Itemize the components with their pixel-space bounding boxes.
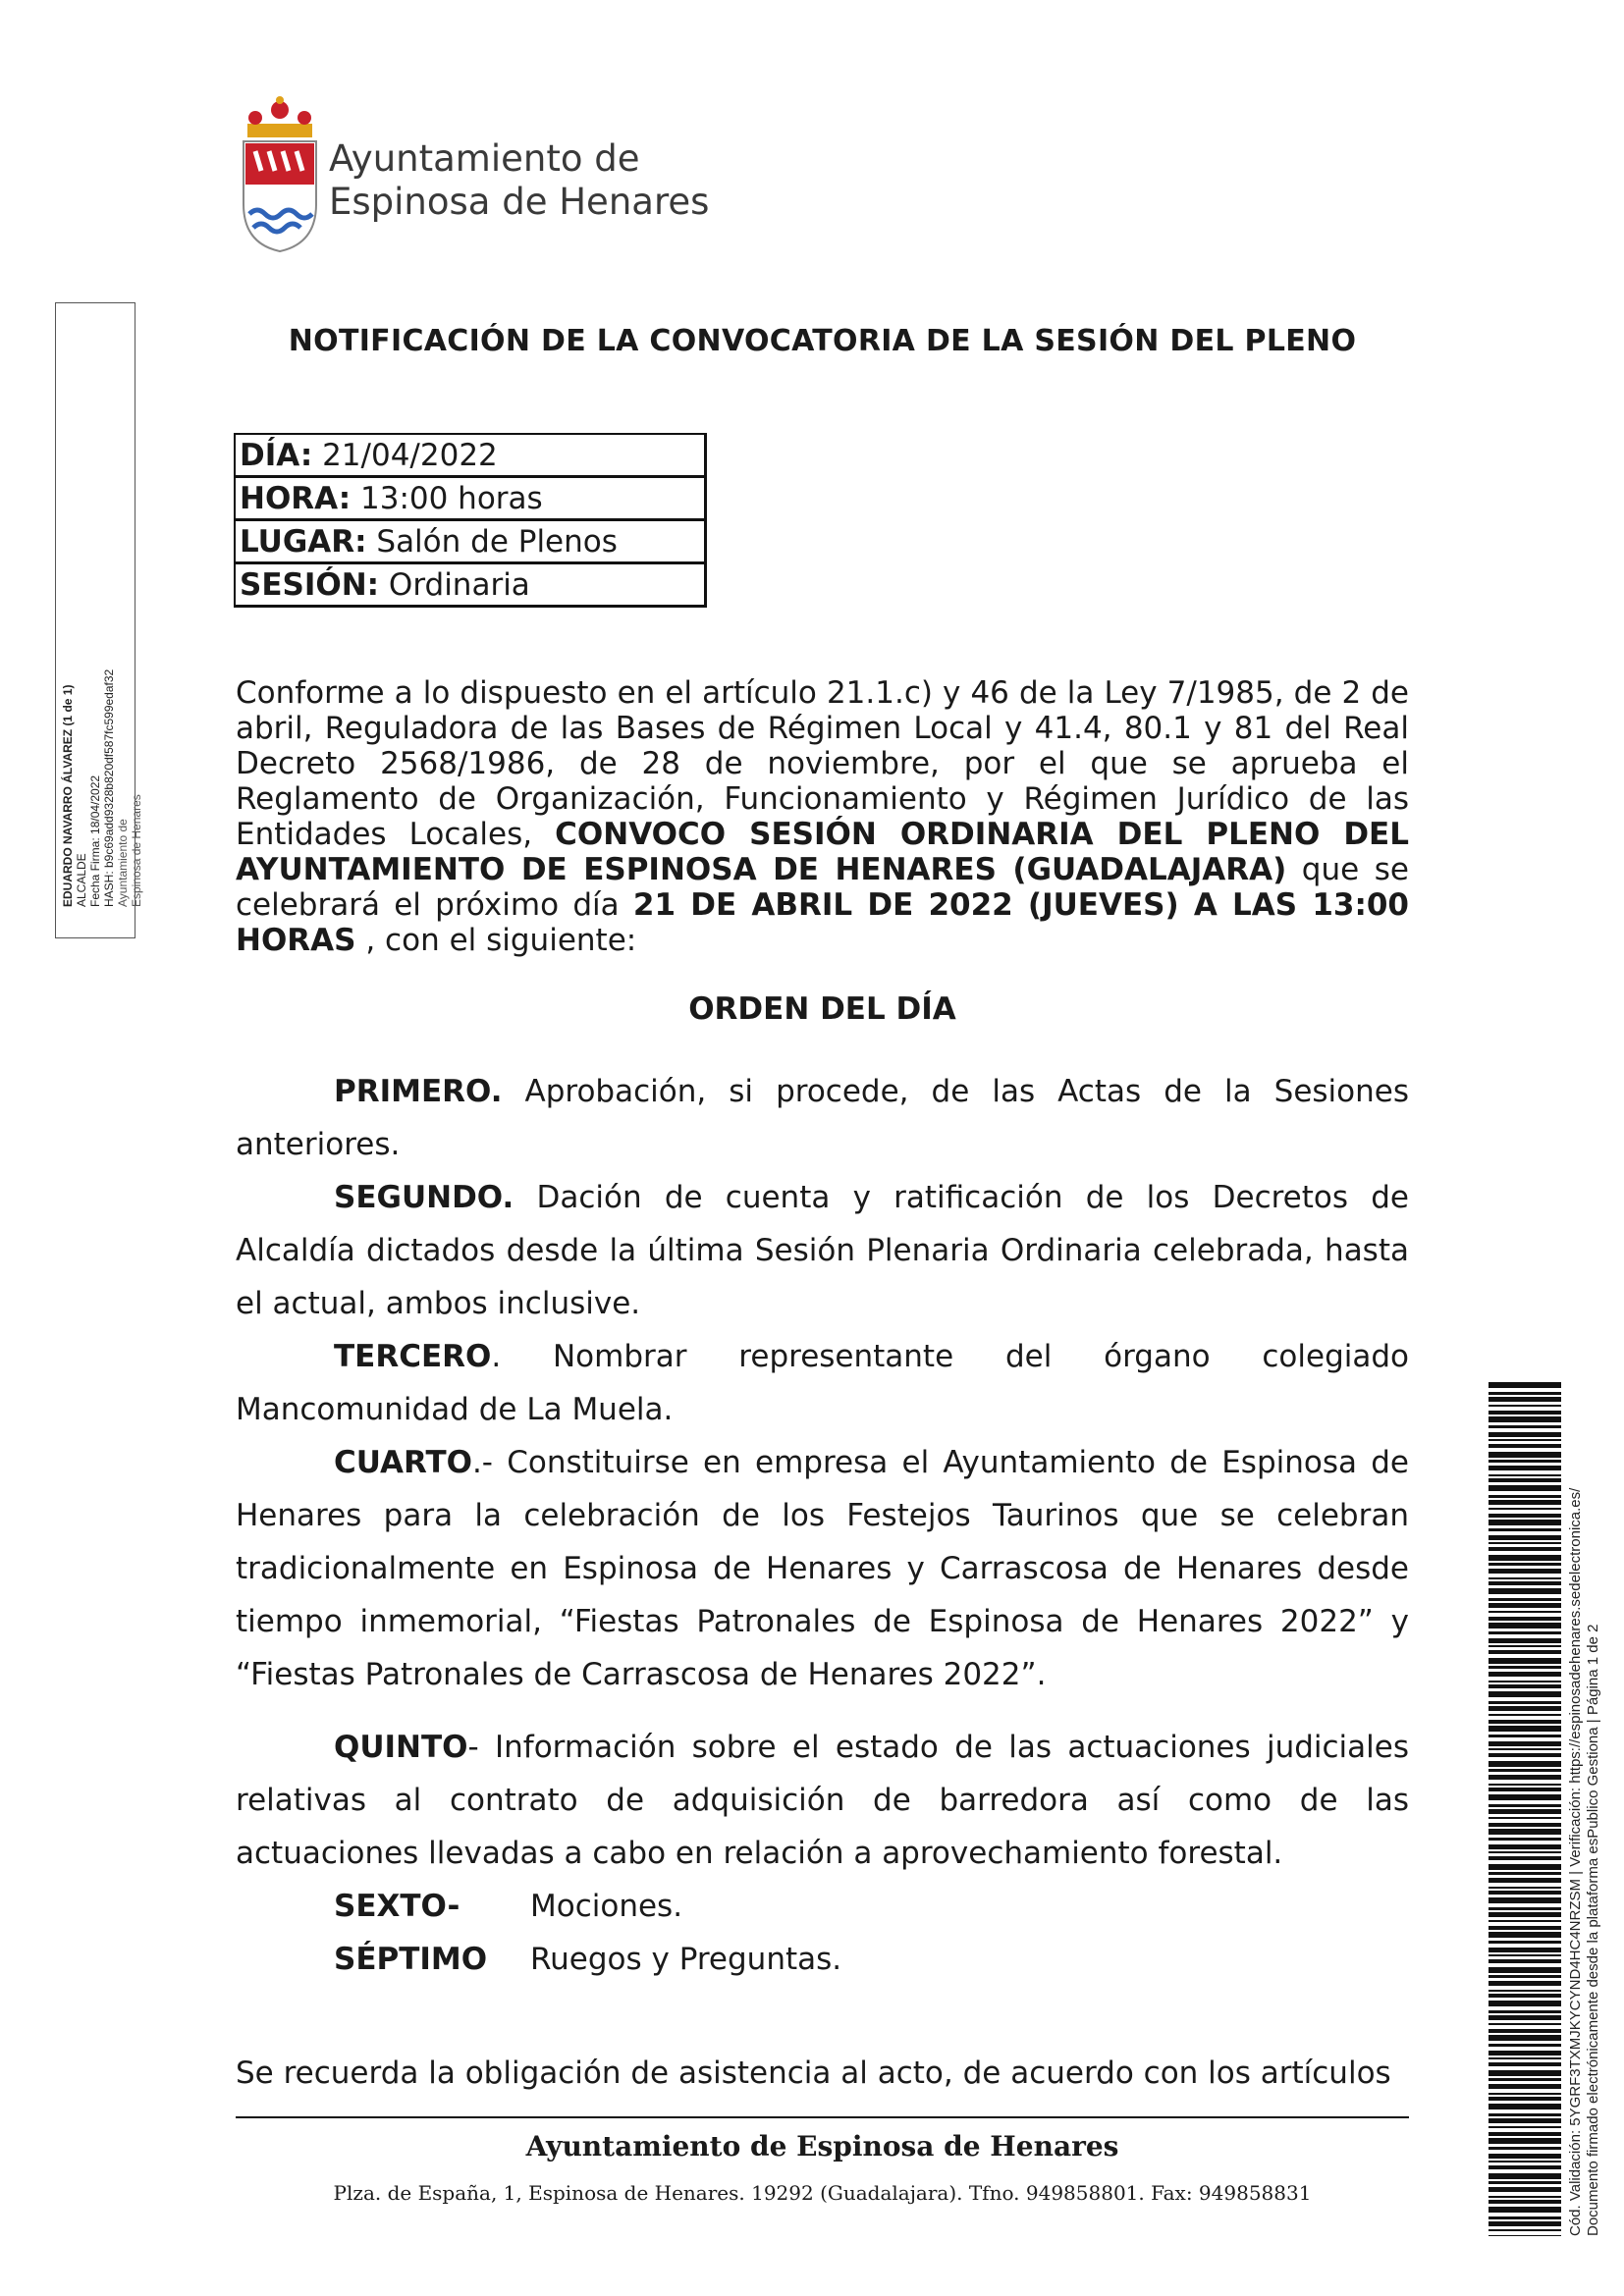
validation-platform-line: Documento firmado electrónicamente desde la plataforma esPublico Gestiona | Página 1 de 2 xyxy=(1585,1624,1601,2236)
barcode-bar xyxy=(1489,1466,1561,1470)
stamp-org-line-2: Espinosa de Henares xyxy=(130,794,143,907)
barcode-bar xyxy=(1489,2001,1561,2006)
barcode-bar xyxy=(1489,1631,1561,1634)
barcode-bar xyxy=(1489,1520,1561,1525)
barcode-bar xyxy=(1489,1444,1561,1448)
barcode-bar xyxy=(1489,1775,1561,1780)
barcode-bar xyxy=(1489,1788,1561,1791)
barcode-bar xyxy=(1489,2118,1561,2123)
barcode-bar xyxy=(1489,1990,1561,1992)
barcode-bar xyxy=(1489,1823,1561,1827)
barcode-bar xyxy=(1489,1784,1561,1786)
barcode-bar xyxy=(1489,2235,1561,2236)
intro-text: que se celebrará el próximo día xyxy=(236,852,1409,923)
barcode-bar xyxy=(1489,1416,1561,1422)
barcode-bar xyxy=(1489,1623,1561,1629)
footer-address: Plza. de España, 1, Espinosa de Henares. 19292 (Guadalajara). Tfno. 949858801. Fax: 949858831 xyxy=(333,2181,1312,2205)
barcode-bar xyxy=(1489,1897,1561,1903)
agenda-item-5 xyxy=(236,1721,1409,1880)
agenda-item-2 xyxy=(236,1171,1409,1330)
barcode-bar xyxy=(1489,1478,1561,1482)
barcode-bar xyxy=(1489,2138,1561,2144)
document-title: NOTIFICACIÓN DE LA CONVOCATORIA DE LA SESIÓN DEL PLENO xyxy=(288,324,1357,358)
barcode-bar xyxy=(1489,1691,1561,1697)
barcode-bar xyxy=(1489,1769,1561,1772)
barcode-bar xyxy=(1489,2173,1561,2179)
validation-code-line: Cód. Validación: 5YGRF3TXMJKYCYND4HC4NRZSM | Verificación: https://espinosadehenares.sedelectronica.es/ xyxy=(1567,1487,1584,2236)
barcode-bar xyxy=(1489,2035,1561,2041)
barcode-bar xyxy=(1489,1666,1561,1669)
barcode-bar xyxy=(1489,1611,1561,1613)
barcode-bar xyxy=(1489,1555,1561,1561)
footer-organization: Ayuntamiento de Espinosa de Henares xyxy=(525,2130,1119,2163)
barcode-bar xyxy=(1489,2057,1561,2059)
agenda-item-text: Mociones. xyxy=(530,1889,683,1924)
detail-value: Salón de Plenos xyxy=(366,523,618,560)
barcode-bar xyxy=(1489,1460,1561,1463)
barcode-bar xyxy=(1489,1514,1561,1518)
barcode-bar xyxy=(1489,1817,1561,1819)
barcode-bar xyxy=(1489,1547,1561,1551)
signature-hash: HASH: b9c69add9328b820df587fc599edaf32 xyxy=(102,668,116,907)
barcode-bar xyxy=(1489,1508,1561,1510)
barcode-bar xyxy=(1489,1588,1561,1594)
barcode-bar xyxy=(1489,1714,1561,1716)
barcode-bar xyxy=(1489,1397,1561,1402)
detail-value: 21/04/2022 xyxy=(312,437,498,473)
validation-barcode xyxy=(1489,1382,1561,2236)
barcode-bar xyxy=(1489,1720,1561,1724)
convocation-paragraph xyxy=(236,675,1409,958)
barcode-bar xyxy=(1489,1872,1561,1875)
barcode-bar xyxy=(1489,1617,1561,1621)
barcode-bar xyxy=(1489,1941,1561,1944)
barcode-bar xyxy=(1489,1474,1561,1476)
barcode-bar xyxy=(1489,2029,1561,2033)
footer-divider xyxy=(236,2116,1409,2118)
barcode-bar xyxy=(1489,1672,1561,1677)
barcode-bar xyxy=(1489,1701,1561,1704)
barcode-bar xyxy=(1489,1856,1561,1860)
agenda-item-label: QUINTO xyxy=(334,1730,468,1765)
barcode-bar xyxy=(1489,1741,1561,1746)
barcode-bar xyxy=(1489,1425,1561,1428)
barcode-bar xyxy=(1489,2044,1561,2047)
agenda-item-7 xyxy=(334,1933,841,1986)
barcode-bar xyxy=(1489,1569,1561,1574)
agenda-item-label: PRIMERO. xyxy=(334,1074,503,1109)
barcode-bar xyxy=(1489,2161,1561,2163)
barcode-bar xyxy=(1489,1577,1561,1579)
barcode-bar xyxy=(1489,2165,1561,2169)
barcode-bar xyxy=(1489,2216,1561,2219)
barcode-bar xyxy=(1489,1598,1561,1601)
intro-bold-date: 21 DE ABRIL DE 2022 (JUEVES) A LAS 13:00 HORAS xyxy=(236,887,1410,958)
barcode-bar xyxy=(1489,1411,1561,1415)
barcode-bar xyxy=(1489,2051,1561,2056)
signature-date: Fecha Firma: 18/04/2022 xyxy=(88,774,102,907)
barcode-bar xyxy=(1489,1959,1561,1963)
barcode-bar xyxy=(1489,1926,1561,1930)
agenda-item-text: Ruegos y Preguntas. xyxy=(530,1942,842,1977)
logo-line-2: Espinosa de Henares xyxy=(329,181,710,223)
barcode-bar xyxy=(1489,1392,1561,1395)
signer-role: ALCALDE xyxy=(75,853,88,907)
detail-value: Ordinaria xyxy=(379,566,530,603)
barcode-bar xyxy=(1489,1975,1561,1978)
barcode-bar xyxy=(1489,1794,1561,1800)
barcode-bar xyxy=(1489,1658,1561,1664)
barcode-bar xyxy=(1489,1907,1561,1910)
barcode-bar xyxy=(1489,2093,1561,2095)
barcode-bar xyxy=(1489,1804,1561,1807)
barcode-bar xyxy=(1489,1948,1561,1952)
barcode-bar xyxy=(1489,1638,1561,1643)
agenda-item-text: . Nombrar representante del órgano colegiado Mancomunidad de La Muela. xyxy=(236,1339,1409,1427)
detail-row-place xyxy=(235,520,706,563)
detail-row-time xyxy=(235,477,706,520)
barcode-bar xyxy=(1489,1844,1561,1849)
stamp-org-line-1: Ayuntamiento de xyxy=(116,819,130,907)
barcode-bar xyxy=(1489,1650,1561,1654)
detail-label: DÍA: xyxy=(240,437,313,473)
agenda-item-1 xyxy=(236,1065,1409,1171)
agenda-heading: ORDEN DEL DÍA xyxy=(688,991,956,1027)
barcode-bar xyxy=(1489,2062,1561,2066)
barcode-bar xyxy=(1489,1706,1561,1711)
barcode-bar xyxy=(1489,1753,1561,1757)
barcode-bar xyxy=(1489,1563,1561,1566)
detail-value: 13:00 horas xyxy=(351,480,543,516)
barcode-bar xyxy=(1489,2221,1561,2226)
barcode-bar xyxy=(1489,1864,1561,1870)
barcode-bar xyxy=(1489,1735,1561,1737)
barcode-bar xyxy=(1489,2078,1561,2081)
barcode-bar xyxy=(1489,1891,1561,1895)
barcode-bar xyxy=(1489,2084,1561,2089)
barcode-bar xyxy=(1489,1809,1561,1814)
barcode-bar xyxy=(1489,2207,1561,2213)
agenda-item-text: - Información sobre el estado de las actuaciones judiciales relativas al contrato de adquisición de barredora así como de las actuaciones llevadas a cabo en relación a aprovechamiento forestal. xyxy=(236,1730,1409,1871)
barcode-bar xyxy=(1489,1432,1561,1437)
barcode-bar xyxy=(1489,1920,1561,1922)
barcode-bar xyxy=(1489,2187,1561,2192)
barcode-bar xyxy=(1489,1851,1561,1853)
barcode-bar xyxy=(1489,1405,1561,1407)
barcode-bar xyxy=(1489,1645,1561,1647)
detail-label: HORA: xyxy=(240,480,352,516)
barcode-bar xyxy=(1489,1535,1561,1540)
barcode-bar xyxy=(1489,1838,1561,1841)
barcode-bar xyxy=(1489,1439,1561,1441)
barcode-bar xyxy=(1489,2154,1561,2159)
barcode-bar xyxy=(1489,1684,1561,1688)
barcode-bar xyxy=(1489,1500,1561,1505)
barcode-bar xyxy=(1489,1485,1561,1491)
intro-text: Conforme a lo dispuesto en el artículo 21.1.c) y 46 de la Ley 7/1985, de 2 de abril, Reguladora de las Bases de Régimen Local y 41.4, 80.1 y 81 del Real Decreto 2568/1986, de 28 de noviembre, por el que se aprueba el Reglamento de Organización, Funcionamiento y Régimen Jurídico de las Entidades Locales, xyxy=(236,675,1409,852)
barcode-bar xyxy=(1489,2200,1561,2204)
barcode-bar xyxy=(1489,1994,1561,1998)
barcode-bar xyxy=(1489,1542,1561,1544)
barcode-bar xyxy=(1489,1829,1561,1835)
barcode-bar xyxy=(1489,1603,1561,1608)
intro-bold: CONVOCO SESIÓN ORDINARIA DEL PLENO DEL AYUNTAMIENTO DE ESPINOSA DE HENARES (GUADALAJARA) xyxy=(236,817,1409,887)
detail-row-session xyxy=(235,563,706,607)
barcode-bar xyxy=(1489,2126,1561,2128)
agenda-item-text: .- Constituirse en empresa el Ayuntamiento de Espinosa de Henares para la celebración de los Festejos Taurinos que se celebran tradicionalmente en Espinosa de Henares y Carrascosa de Henares desde tiempo inmemorial, “Fiestas Patronales de Espinosa de Henares 2022” y “Fiestas Patronales de Carrascosa de Henares 2022”. xyxy=(236,1445,1409,1692)
agenda-item-label: TERCERO xyxy=(334,1339,492,1374)
barcode-bar xyxy=(1489,2097,1561,2101)
barcode-bar xyxy=(1489,2113,1561,2116)
agenda-item-text: Aprobación, si procede, de las Actas de la Sesiones anteriores. xyxy=(236,1074,1409,1162)
detail-label: SESIÓN: xyxy=(240,566,380,603)
barcode-bar xyxy=(1489,1967,1561,1973)
barcode-bar xyxy=(1489,2181,1561,2184)
barcode-bar xyxy=(1489,1495,1561,1498)
agenda-item-3 xyxy=(236,1330,1409,1436)
barcode-bar xyxy=(1489,2015,1561,2020)
agenda-item-text: Dación de cuenta y ratificación de los Decretos de Alcaldía dictados desde la última Sesión Plenaria Ordinaria celebrada, hasta el actual, ambos inclusive. xyxy=(236,1180,1409,1321)
agenda-item-4 xyxy=(236,1436,1409,1701)
barcode-bar xyxy=(1489,1954,1561,1956)
barcode-bar xyxy=(1489,2196,1561,2198)
barcode-bar xyxy=(1489,2104,1561,2109)
barcode-bar xyxy=(1489,2147,1561,2150)
barcode-bar xyxy=(1489,1382,1561,1388)
signer-name: EDUARDO NAVARRO ÁLVAREZ (1 de 1) xyxy=(61,684,75,907)
agenda-item-label: CUARTO xyxy=(334,1445,472,1480)
barcode-bar xyxy=(1489,2132,1561,2136)
logo-line-1: Ayuntamiento de xyxy=(329,137,640,180)
barcode-bar xyxy=(1489,1761,1561,1767)
closing-paragraph: Se recuerda la obligación de asistencia al acto, de acuerdo con los artículos xyxy=(236,2056,1391,2091)
detail-label: LUGAR: xyxy=(240,523,367,560)
logo-wordmark xyxy=(329,137,709,224)
barcode-bar xyxy=(1489,1581,1561,1585)
barcode-bar xyxy=(1489,1528,1561,1531)
barcode-bar xyxy=(1489,1932,1561,1938)
barcode-bar xyxy=(1489,2010,1561,2013)
session-details-table xyxy=(234,433,707,608)
detail-row-day xyxy=(235,434,706,477)
intro-text: , con el siguiente: xyxy=(355,923,637,958)
barcode-bar xyxy=(1489,2023,1561,2025)
barcode-bar xyxy=(1489,1681,1561,1682)
barcode-bar xyxy=(1489,2229,1561,2231)
barcode-bar xyxy=(1489,1726,1561,1732)
barcode-bar xyxy=(1489,1748,1561,1750)
barcode-bar xyxy=(1489,1887,1561,1889)
barcode-bar xyxy=(1489,1981,1561,1986)
agenda-item-label: SÉPTIMO xyxy=(334,1942,488,1977)
signature-stamp-text xyxy=(55,302,143,936)
barcode-bar xyxy=(1489,1878,1561,1883)
agenda-item-label: SEGUNDO. xyxy=(334,1180,514,1215)
barcode-bar xyxy=(1489,1912,1561,1917)
agenda-item-6 xyxy=(334,1880,682,1933)
barcode-bar xyxy=(1489,1452,1561,1458)
barcode-bar xyxy=(1489,2070,1561,2076)
validation-text xyxy=(1567,1382,1624,2236)
agenda-item-label: SEXTO- xyxy=(334,1889,460,1924)
